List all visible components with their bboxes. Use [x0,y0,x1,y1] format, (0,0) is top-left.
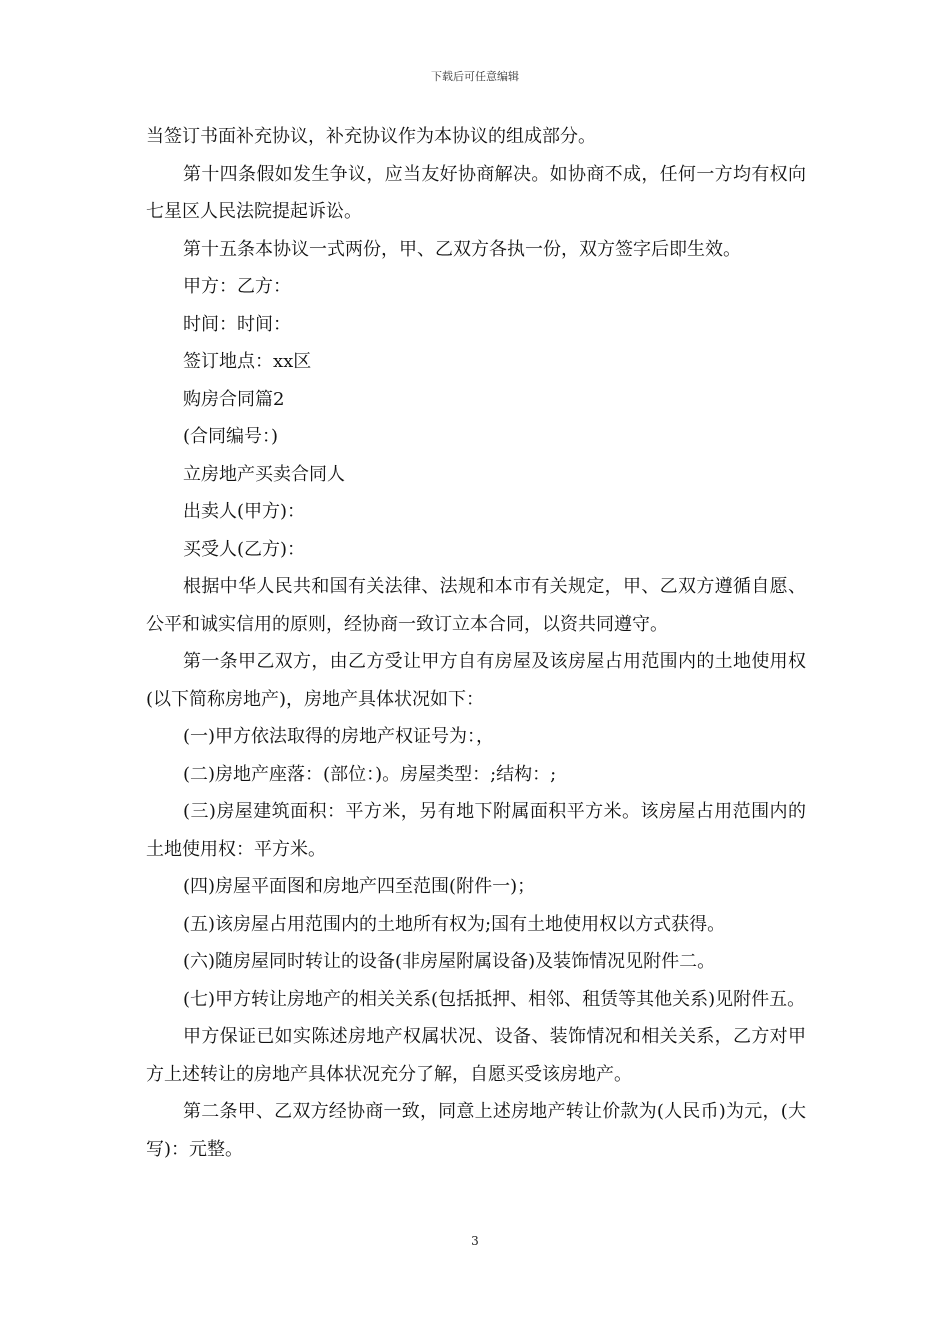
buyer-line: 买受人(乙方)： [183,538,306,560]
paragraph: 第一条甲乙双方，由乙方受让甲方自有房屋及该房屋占用范围内的土地使用权(以下简称房地产)，房地产具体状况如下： [146,651,806,710]
paragraph: 甲方保证已如实陈述房地产权属状况、设备、装饰情况和相关关系，乙方对甲方上述转让的房地产具体状况充分了解，自愿买受该房地产。 [146,1026,806,1085]
signature-date-line: 时间：时间： [183,313,291,335]
page-number: 3 [471,1234,479,1248]
paragraph: 第十四条假如发生争议，应当友好协商解决。如协商不成，任何一方均有权向七星区人民法院提起诉讼。 [146,163,806,222]
signing-location-line: 签订地点：xx区 [183,351,312,372]
signature-party-line: 甲方：乙方： [183,276,291,297]
list-item: (一)甲方依法取得的房地产权证号为：， [183,726,495,747]
paragraph: 根据中华人民共和国有关法律、法规和本市有关规定，甲、乙双方遵循自愿、公平和诚实信用的原则，经协商一致订立本合同，以资共同遵守。 [146,576,806,635]
list-item: (七)甲方转让房地产的相关关系(包括抵押、相邻、租赁等其他关系)见附件五。 [183,988,806,1010]
list-item: (六)随房屋同时转让的设备(非房屋附属设备)及装饰情况见附件二。 [183,951,716,972]
paragraph: 立房地产买卖合同人 [183,463,345,485]
page-header: 下载后可任意编辑 [431,70,519,83]
list-item: (三)房屋建筑面积：平方米，另有地下附属面积平方米。该房屋占用范围内的土地使用权：平方米。 [146,801,806,860]
section-title: 购房合同篇2 [183,388,285,410]
paragraph: 当签订书面补充协议，补充协议作为本协议的组成部分。 [146,126,596,147]
contract-number-line: (合同编号：) [183,426,279,447]
paragraph: 第二条甲、乙双方经协商一致，同意上述房地产转让价款为(人民币)为元，(大写)：元整。 [146,1101,806,1160]
list-item: (四)房屋平面图和房地产四至范围(附件一)； [183,876,536,897]
seller-line: 出卖人(甲方)： [183,501,306,522]
document-body [146,118,806,1168]
list-item: (五)该房屋占用范围内的土地所有权为;国有土地使用权以方式获得。 [183,913,726,935]
list-item: (二)房地产座落：(部位：)。房屋类型：;结构：; [183,763,557,785]
paragraph: 第十五条本协议一式两份，甲、乙双方各执一份，双方签字后即生效。 [183,238,741,260]
